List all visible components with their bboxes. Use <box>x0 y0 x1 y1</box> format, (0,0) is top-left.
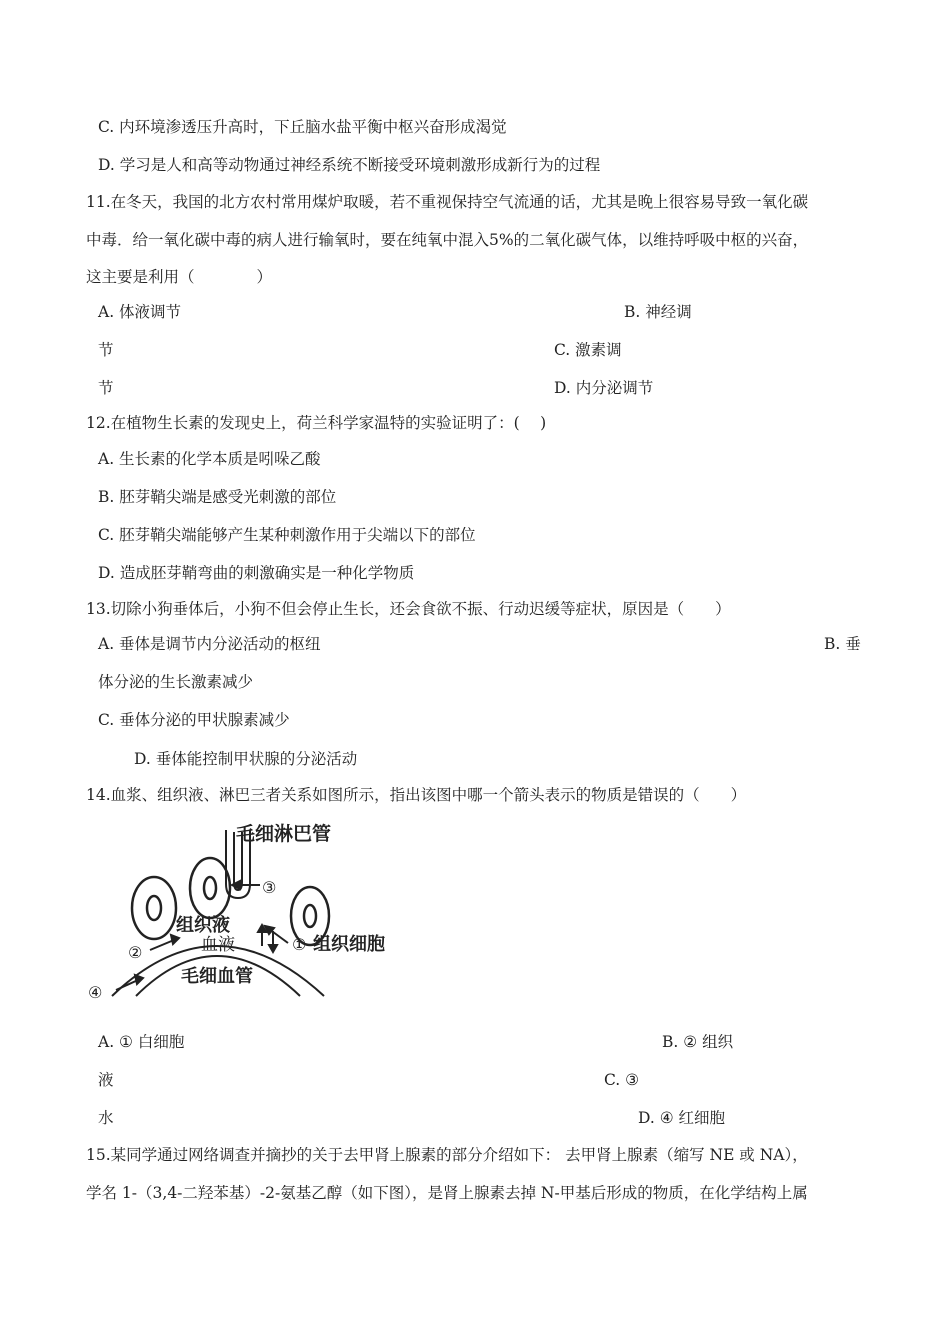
q12-stem: 12.在植物生长素的发现史上，荷兰科学家温特的实验证明了：( ) <box>86 414 547 432</box>
q14-option-b-wrap: 液 <box>98 1071 114 1089</box>
arrow-exchange-down-head <box>269 945 277 952</box>
q14-option-c: C. ③ <box>604 1071 640 1089</box>
q11-stem-line3: 这主要是利用（ ） <box>86 268 273 286</box>
arrow-4-head <box>135 975 143 984</box>
label-tissue-fluid: 组织液 <box>176 915 230 936</box>
tissue-cell-middle <box>190 858 230 918</box>
q13-option-b-wrap: 体分泌的生长激素减少 <box>98 673 254 691</box>
q13-stem: 13.切除小狗垂体后，小狗不但会停止生长，还会食欲不振、行动迟缓等症状，原因是（ ） <box>86 600 731 618</box>
q12-option-a: A. 生长素的化学本质是吲哚乙酸 <box>98 450 321 468</box>
q13-option-d: D. 垂体能控制甲状腺的分泌活动 <box>134 750 358 768</box>
label-blood-capillary: 毛细血管 <box>181 966 253 987</box>
q11-stem-line2: 中毒．给一氧化碳中毒的病人进行输氧时，要在纯氧中混入5%的二氧化碳气体，以维持呼吸中枢的兴奋， <box>86 231 809 249</box>
q13-option-c: C. 垂体分泌的甲状腺素减少 <box>98 711 290 729</box>
q10-option-c: C. 内环境渗透压升高时，下丘脑水盐平衡中枢兴奋形成渴觉 <box>98 118 507 136</box>
q11-option-c: C. 激素调 <box>554 341 622 359</box>
arrow-2 <box>150 940 174 950</box>
tissue-cell-left <box>132 877 176 939</box>
label-blood: 血液 <box>201 935 235 955</box>
q10-option-d: D. 学习是人和高等动物通过神经系统不断接受环境刺激形成新行为的过程 <box>98 156 601 174</box>
marker-4: ④ <box>88 983 103 1002</box>
q11-option-b-wrap: 节 <box>98 341 114 359</box>
label-lymph-capillary: 毛细淋巴管 <box>236 823 332 845</box>
q14-option-a: A. ① 白细胞 <box>98 1033 185 1051</box>
q14-option-b: B. ② 组织 <box>662 1033 734 1051</box>
label-tissue-cell: 组织细胞 <box>313 934 385 955</box>
q11-option-c-wrap: 节 <box>98 379 114 397</box>
q15-stem-line2: 学名 1-（3,4-二羟苯基）-2-氨基乙醇（如下图），是肾上腺素去掉 N-甲基后形成的物质，在化学结构上属 <box>86 1184 808 1202</box>
q11-option-b: B. 神经调 <box>624 303 692 321</box>
q15-stem-line1: 15.某同学通过网络调查并摘抄的关于去甲肾上腺素的部分介绍如下： 去甲肾上腺素（缩写 NE 或 NA）， <box>86 1146 808 1164</box>
q11-option-a: A. 体液调节 <box>98 303 182 321</box>
q13-option-b: B. 垂 <box>824 635 861 653</box>
marker-3: ③ <box>262 878 277 897</box>
q12-option-b: B. 胚芽鞘尖端是感受光刺激的部位 <box>98 488 337 506</box>
q14-option-d: D. ④ 红细胞 <box>638 1109 726 1127</box>
q13-option-a: A. 垂体是调节内分泌活动的枢纽 <box>98 635 321 653</box>
q14-stem: 14.血浆、组织液、淋巴三者关系如图所示，指出该图中哪一个箭头表示的物质是错误的（ ） <box>86 786 747 804</box>
arrow-2-head <box>171 935 179 944</box>
q12-option-c: C. 胚芽鞘尖端能够产生某种刺激作用于尖端以下的部位 <box>98 526 476 544</box>
q12-option-d: D. 造成胚芽鞘弯曲的刺激确实是一种化学物质 <box>98 564 415 582</box>
q11-stem-line1: 11.在冬天，我国的北方农村常用煤炉取暖，若不重视保持空气流通的话，尤其是晚上很容易导致一氧化碳 <box>86 193 809 211</box>
marker-1: ① <box>292 935 307 954</box>
marker-2: ② <box>128 943 143 962</box>
q14-option-c-wrap: 水 <box>98 1109 114 1127</box>
tissue-fluid-diagram <box>86 818 406 1003</box>
q11-option-d: D. 内分泌调节 <box>554 379 654 397</box>
